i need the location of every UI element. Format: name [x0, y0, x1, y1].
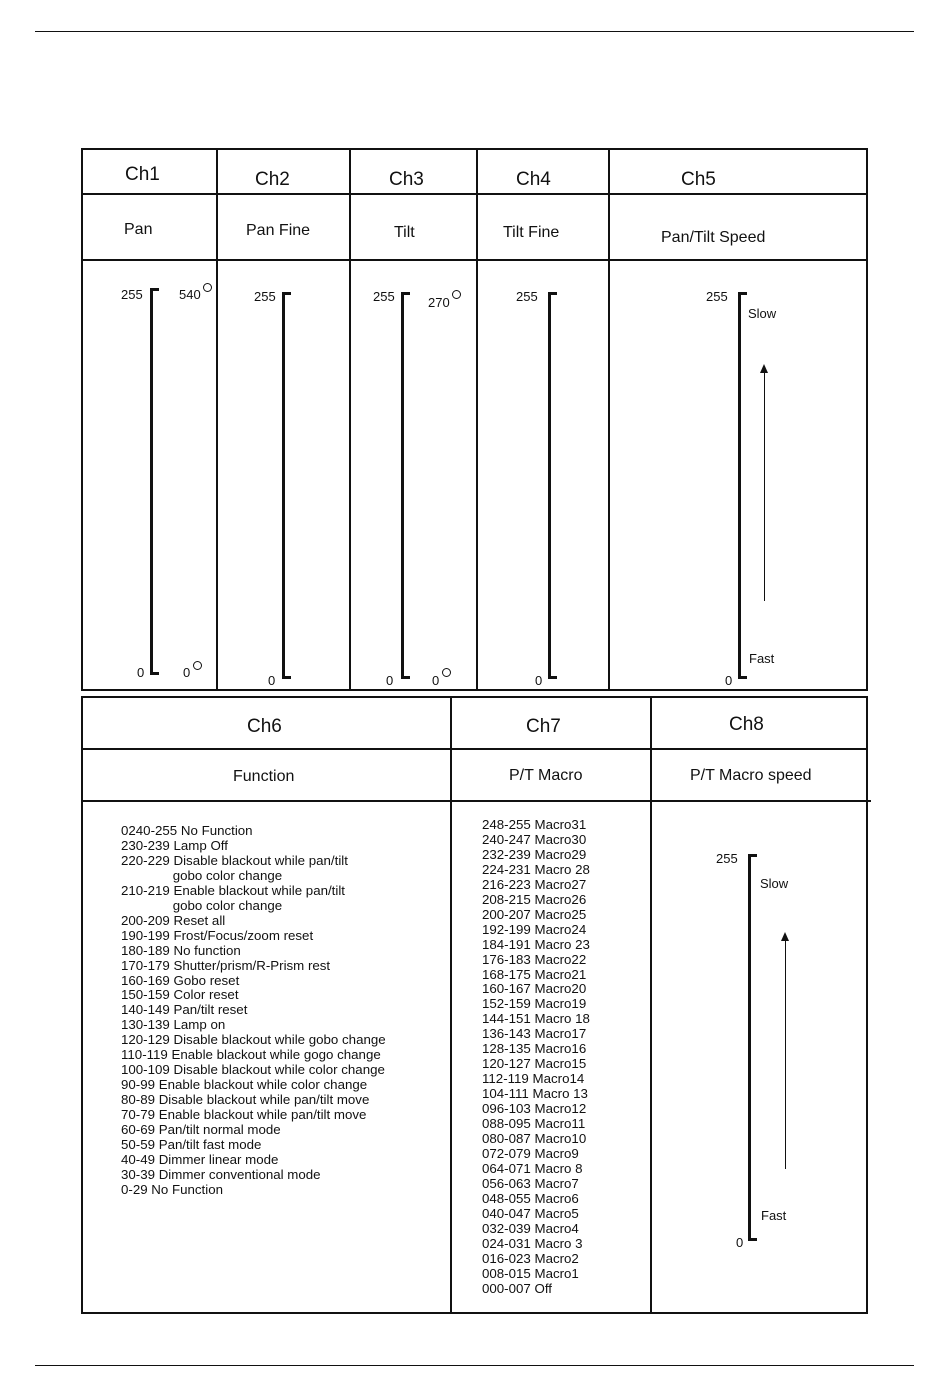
- channel-header: Ch4: [516, 169, 551, 190]
- list-item: 136-143 Macro17: [482, 1026, 587, 1042]
- list-item: 70-79 Enable blackout while pan/tilt move: [121, 1107, 367, 1123]
- channel-header: Ch6: [247, 716, 282, 737]
- list-item: 240-247 Macro30: [482, 831, 587, 847]
- list-item: 064-071 Macro 8: [482, 1160, 583, 1176]
- list-item: 208-215 Macro26: [482, 891, 587, 907]
- list-item: 120-129 Disable blackout while gobo change: [121, 1032, 386, 1048]
- scale-min-label: 0: [386, 673, 394, 688]
- degree-max-label: 540: [179, 287, 201, 302]
- list-item: 088-095 Macro11: [482, 1116, 586, 1132]
- list-item: 180-189 No function: [121, 942, 241, 958]
- scale-bottom-tick: [748, 1238, 757, 1241]
- scale-max-label: 255: [121, 287, 143, 302]
- list-item: 40-49 Dimmer linear mode: [121, 1151, 279, 1167]
- scale-bottom-tick: [401, 676, 410, 679]
- list-item: 128-135 Macro16: [482, 1041, 587, 1057]
- list-item: 0240-255 No Function: [121, 823, 253, 838]
- scale-max-label: 255: [373, 289, 395, 304]
- top-rule: [35, 31, 914, 32]
- scale-min-label: 0: [725, 673, 733, 688]
- slow-label: Slow: [760, 876, 789, 891]
- list-item: 000-007 Off: [482, 1280, 552, 1296]
- degree-symbol-icon: [442, 668, 451, 677]
- channel-function: Function: [233, 768, 295, 785]
- speed-arrow-shaft: [764, 372, 765, 601]
- degree-symbol-icon: [452, 290, 461, 299]
- list-item: 176-183 Macro22: [482, 951, 587, 967]
- scale-top-tick: [748, 854, 757, 857]
- list-item: 192-199 Macro24: [482, 921, 587, 937]
- scale-top-tick: [150, 288, 159, 291]
- list-item: 016-023 Macro2: [482, 1250, 579, 1266]
- scale-max-label: 255: [516, 289, 538, 304]
- channel-header: Ch5: [681, 169, 716, 190]
- list-item: 60-69 Pan/tilt normal mode: [121, 1122, 281, 1138]
- value-scale-bar: [738, 292, 741, 679]
- scale-bottom-tick: [738, 676, 747, 679]
- list-item: 110-119 Enable blackout while gogo change: [121, 1047, 381, 1063]
- channel-header: Ch8: [729, 714, 764, 735]
- list-item: 024-031 Macro 3: [482, 1235, 583, 1251]
- column-divider: [216, 148, 218, 691]
- value-scale-bar: [282, 292, 285, 679]
- degree-max-label: 270: [428, 295, 450, 310]
- scale-min-label: 0: [736, 1235, 744, 1250]
- list-item: 080-087 Macro10: [482, 1131, 587, 1147]
- list-item: 184-191 Macro 23: [482, 936, 590, 952]
- scale-top-tick: [282, 292, 291, 295]
- fast-label: Fast: [749, 651, 775, 666]
- row-divider: [81, 193, 868, 195]
- list-item: 032-039 Macro4: [482, 1220, 579, 1236]
- list-item: 80-89 Disable blackout while pan/tilt move: [121, 1092, 370, 1108]
- value-scale-bar: [748, 854, 751, 1241]
- channel-function: P/T Macro speed: [690, 767, 812, 784]
- list-item: 072-079 Macro9: [482, 1145, 579, 1161]
- list-item: 248-255 Macro31: [482, 817, 587, 832]
- list-item: 112-119 Macro14: [482, 1071, 585, 1087]
- degree-symbol-icon: [193, 661, 202, 670]
- list-item: 104-111 Macro 13: [482, 1086, 588, 1102]
- list-item: 30-39 Dimmer conventional mode: [121, 1166, 321, 1182]
- column-divider: [349, 148, 351, 691]
- channel-function: Pan/Tilt Speed: [661, 229, 766, 246]
- value-scale-bar: [401, 292, 404, 679]
- list-item: 150-159 Color reset: [121, 987, 239, 1003]
- scale-bottom-tick: [548, 676, 557, 679]
- list-item: 0-29 No Function: [121, 1181, 223, 1197]
- list-item: 120-127 Macro15: [482, 1056, 587, 1072]
- list-item: 168-175 Macro21: [482, 966, 587, 982]
- list-item: 200-209 Reset all: [121, 912, 226, 928]
- list-item: 130-139 Lamp on: [121, 1017, 226, 1033]
- column-divider: [476, 148, 478, 691]
- list-item: 90-99 Enable blackout while color change: [121, 1077, 368, 1093]
- channel-function: Tilt Fine: [503, 224, 560, 241]
- list-item: gobo color change: [121, 867, 283, 883]
- bottom-rule: [35, 1365, 914, 1366]
- scale-min-label: 0: [137, 665, 145, 680]
- list-item: 220-229 Disable blackout while pan/tilt: [121, 852, 348, 868]
- row-divider: [81, 800, 871, 802]
- list-item: gobo color change: [121, 897, 283, 913]
- degree-min-label: 0: [432, 673, 440, 688]
- scale-top-tick: [548, 292, 557, 295]
- fast-label: Fast: [761, 1208, 787, 1223]
- scale-top-tick: [738, 292, 747, 295]
- scale-max-label: 255: [716, 851, 738, 866]
- value-scale-bar: [548, 292, 551, 679]
- list-item: 160-167 Macro20: [482, 981, 587, 997]
- list-item: 056-063 Macro7: [482, 1175, 579, 1191]
- scale-top-tick: [401, 292, 410, 295]
- column-divider: [608, 148, 610, 691]
- degree-min-label: 0: [183, 665, 191, 680]
- value-scale-bar: [150, 288, 153, 675]
- channel-function: Pan: [124, 221, 153, 238]
- degree-symbol-icon: [203, 283, 212, 292]
- row-divider: [81, 259, 868, 261]
- scale-min-label: 0: [535, 673, 543, 688]
- speed-arrow-shaft: [785, 940, 786, 1169]
- list-item: 008-015 Macro1: [482, 1265, 579, 1281]
- list-item: 048-055 Macro6: [482, 1190, 579, 1206]
- column-divider: [650, 696, 652, 1314]
- list-item: 210-219 Enable blackout while pan/tilt: [121, 882, 345, 898]
- list-item: 224-231 Macro 28: [482, 861, 590, 877]
- channel-function: Pan Fine: [246, 222, 311, 239]
- list-item: 170-179 Shutter/prism/R-Prism rest: [121, 957, 331, 973]
- channel-header: Ch7: [526, 716, 561, 737]
- list-item: 096-103 Macro12: [482, 1101, 587, 1117]
- list-item: 230-239 Lamp Off: [121, 837, 228, 853]
- list-item: 232-239 Macro29: [482, 846, 587, 862]
- list-item: 040-047 Macro5: [482, 1205, 579, 1221]
- ch7-macro-list: [482, 818, 590, 1297]
- channel-header: Ch1: [125, 164, 160, 185]
- list-item: 50-59 Pan/tilt fast mode: [121, 1137, 262, 1153]
- list-item: 140-149 Pan/tilt reset: [121, 1002, 248, 1018]
- row-divider: [81, 748, 868, 750]
- column-divider: [450, 696, 452, 1314]
- slow-label: Slow: [748, 306, 777, 321]
- channel-header: Ch3: [389, 169, 424, 190]
- scale-bottom-tick: [150, 672, 159, 675]
- channel-function: P/T Macro: [509, 767, 583, 784]
- list-item: 216-223 Macro27: [482, 876, 587, 892]
- channel-function: Tilt: [394, 224, 415, 241]
- list-item: 152-159 Macro19: [482, 996, 587, 1012]
- ch6-function-list: [121, 824, 386, 1198]
- scale-bottom-tick: [282, 676, 291, 679]
- channel-header: Ch2: [255, 169, 290, 190]
- list-item: 160-169 Gobo reset: [121, 972, 240, 988]
- list-item: 100-109 Disable blackout while color change: [121, 1062, 385, 1078]
- list-item: 200-207 Macro25: [482, 906, 587, 922]
- scale-min-label: 0: [268, 673, 276, 688]
- scale-max-label: 255: [706, 289, 728, 304]
- list-item: 144-151 Macro 18: [482, 1011, 590, 1027]
- list-item: 190-199 Frost/Focus/zoom reset: [121, 927, 314, 943]
- scale-max-label: 255: [254, 289, 276, 304]
